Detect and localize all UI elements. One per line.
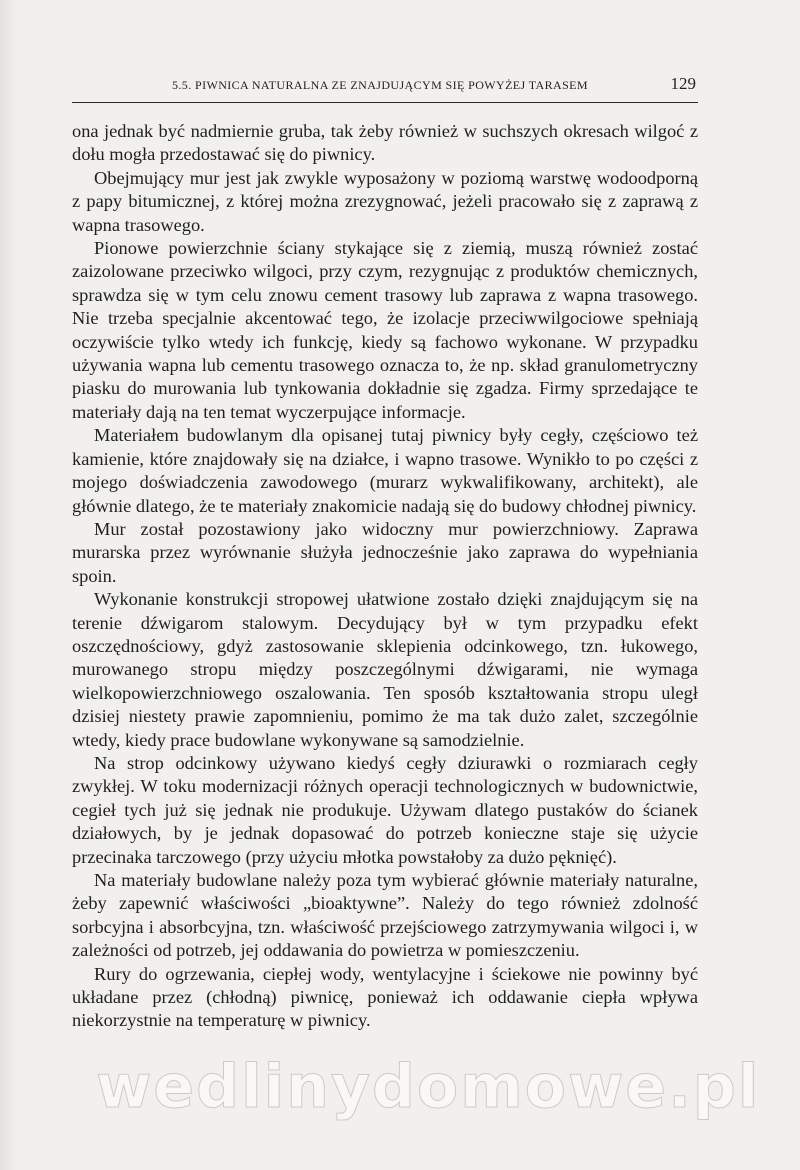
page-header	[72, 74, 698, 103]
watermark: wedlinydomowe.pl	[96, 1052, 761, 1122]
paragraph: Na materiały budowlane należy poza tym wybierać głównie materiały naturalne, żeby zapewnić właściwości „bioaktywne”. Należy do tego również zdolność sorbcyjna i absorbcyjna, tzn. właściwość przejściowego zatrzymywania wilgoci i, w zależności od potrzeb, jej oddawania do powietrza w pomieszczeniu.	[72, 870, 698, 961]
paragraph: Rury do ogrzewania, ciepłej wody, wentylacyjne i ściekowe nie powinny być układane przez (chłodną) piwnicę, ponieważ ich oddawanie ciepła wpływa niekorzystnie na temperaturę w piwnicy.	[72, 963, 698, 1031]
paragraph: Na strop odcinkowy używano kiedyś cegły dziurawki o rozmiarach cegły zwykłej. W toku modernizacji różnych operacji technologicznych w budownictwie, cegieł tych już się jednak nie produkuje. Używam dlatego pustaków do ścianek działowych, by je jednak dopasować do potrzeb konieczne staje się użycie przecinaka tarczowego (przy użyciu młotka powstałoby za dużo pęknięć).	[72, 752, 698, 867]
paragraph: Obejmujący mur jest jak zwykle wyposażony w poziomą warstwę wodoodporną z papy bitumicznej, z której można zrezygnować, jeżeli pracowało się z zaprawą z wapna trasowego.	[72, 167, 698, 235]
page-number: 129	[670, 74, 696, 93]
paragraph: Pionowe powierzchnie ściany stykające się z ziemią, muszą również zostać zaizolowane przeciwko wilgoci, przy czym, rezygnując z produktów chemicznych, sprawdza się w tym celu znowu cement trasowy lub zaprawa z wapna trasowego. Nie trzeba specjalnie akcentować tego, że izolacje przeciwwilgociowe spełniają oczywiście tylko wtedy ich funkcję, kiedy są fachowo wykonane. W przypadku używania wapna lub cementu trasowego oznacza to, że np. skład granulometryczny piasku do murowania lub tynkowania dokładnie się zgadza. Firmy sprzedające te materiały dają na ten temat wyczerpujące informacje.	[72, 238, 698, 422]
paragraph: ona jednak być nadmiernie gruba, tak żeby również w suchszych okresach wilgoć z dołu mogła przedostawać się do piwnicy.	[72, 121, 698, 165]
paragraph: Materiałem budowlanym dla opisanej tutaj piwnicy były cegły, częściowo też kamienie, które znajdowały się na działce, i wapno trasowe. Wynikło to po części z mojego doświadczenia zawodowego (murarz wykwalifikowany, architekt), ale głównie dlatego, że te materiały znakomicie nadają się do budowy chłodnej piwnicy.	[72, 425, 698, 516]
running-head: 5.5. PIWNICA NATURALNA ZE ZNAJDUJĄCYM SIĘ POWYŻEJ TARASEM	[172, 78, 588, 92]
paragraph: Mur został pozostawiony jako widoczny mur powierzchniowy. Zaprawa murarska przez wyrównanie służyła jednocześnie jako zaprawa do wypełniania spoin.	[72, 518, 698, 586]
paragraph: Wykonanie konstrukcji stropowej ułatwione zostało dzięki znajdującym się na terenie dźwigarom stalowym. Decydujący był w tym przypadku efekt oszczędnościowy, gdyż zastosowanie sklepienia odcinkowego, tzn. łukowego, murowanego stropu między poszczególnymi dźwigarami, nie wymaga wielkopowierzchniowego oszalowania. Ten sposób kształtowania stropu uległ dzisiej niestety prawie zapomnieniu, pomimo że ma tak dużo zalet, szczególnie wtedy, kiedy prace budowlane wykonywane są samodzielnie.	[72, 589, 698, 750]
body-text	[72, 120, 698, 1033]
